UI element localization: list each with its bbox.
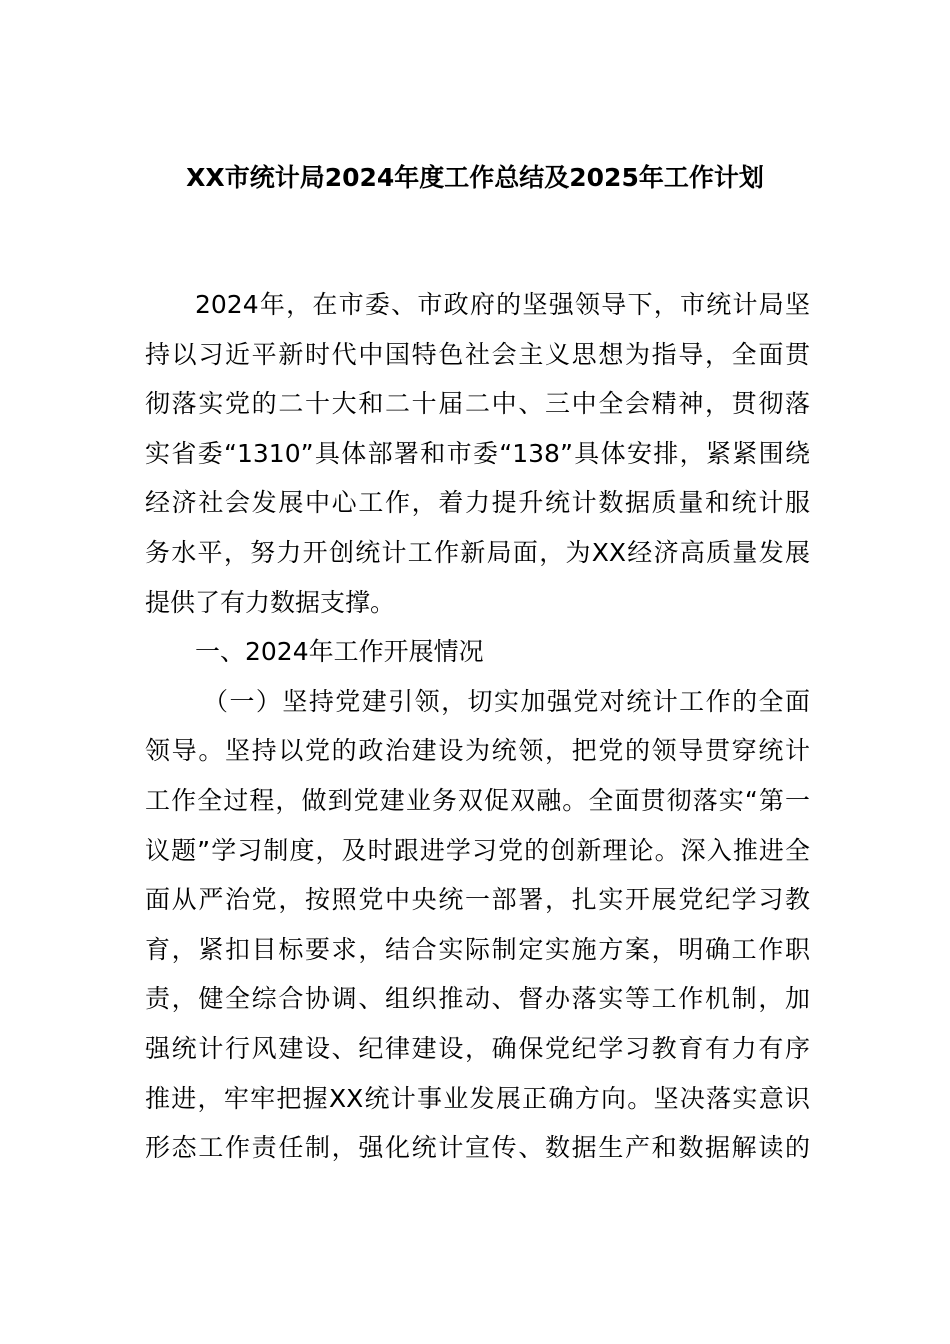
text-line: 彻落实党的二十大和二十届二中、三中全会精神，贯彻落 <box>145 389 810 419</box>
document-title: XX市统计局2024年度工作总结及2025年工作计划 <box>186 163 764 192</box>
text-line: （一）坚持党建引领，切实加强党对统计工作的全面 <box>203 686 810 716</box>
text-line: 工作全过程，做到党建业务双促双融。全面贯彻落实“第一 <box>145 785 810 815</box>
text-line: 领导。坚持以党的政治建设为统领，把党的领导贯穿统计 <box>145 736 810 766</box>
text-line: 责，健全综合协调、组织推动、督办落实等工作机制，加 <box>145 984 810 1014</box>
text-line: 经济社会发展中心工作，着力提升统计数据质量和统计服 <box>145 488 810 518</box>
text-line: 形态工作责任制，强化统计宣传、数据生产和数据解读的 <box>145 1133 810 1163</box>
text-line: 实省委“1310”具体部署和市委“138”具体安排，紧紧围绕 <box>145 438 810 468</box>
text-line: 持以习近平新时代中国特色社会主义思想为指导，全面贯 <box>145 339 810 369</box>
section-heading <box>145 627 810 677</box>
text-line: 面从严治党，按照党中央统一部署，扎实开展党纪学习教 <box>145 885 810 915</box>
text-line: 强统计行风建设、纪律建设，确保党纪学习教育有力有序 <box>145 1033 810 1063</box>
text-line: 议题”学习制度，及时跟进学习党的创新理论。深入推进全 <box>145 835 810 865</box>
paragraph-intro <box>145 280 810 627</box>
text-line: 提供了有力数据支撑。 <box>145 587 396 617</box>
section-heading-text: 一、2024年工作开展情况 <box>195 637 484 667</box>
text-line: 务水平，努力开创统计工作新局面，为XX经济高质量发展 <box>145 537 810 567</box>
document-body <box>145 280 810 1173</box>
paragraph-party-building <box>145 677 810 1173</box>
text-line: 2024年，在市委、市政府的坚强领导下，市统计局坚 <box>195 290 810 319</box>
text-line: 推进，牢牢把握XX统计事业发展正确方向。坚决落实意识 <box>145 1083 810 1113</box>
text-line: 育，紧扣目标要求，结合实际制定实施方案，明确工作职 <box>145 934 810 964</box>
